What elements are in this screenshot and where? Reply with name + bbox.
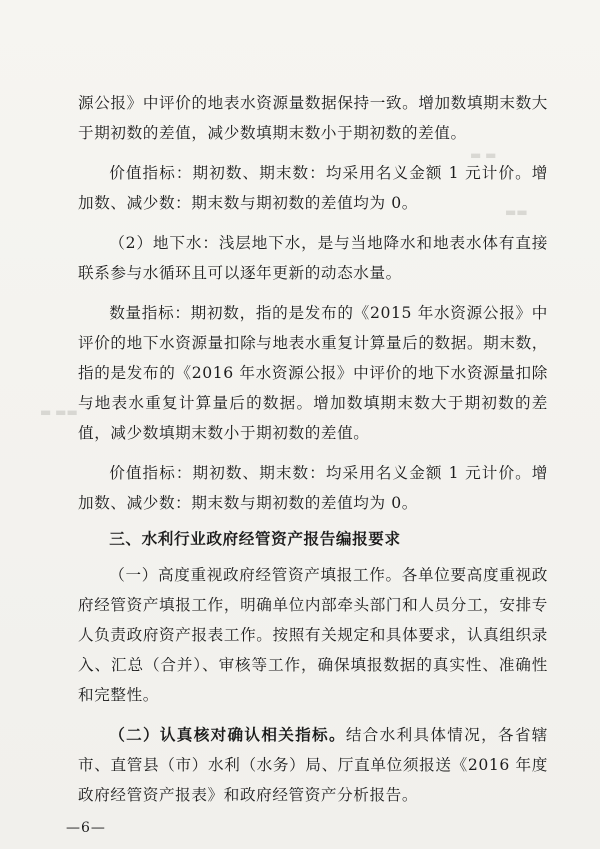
- item-1-text: 高度重视政府经管资产填报工作。各单位要高度重视政府经管资产填报工作，明确单位内部牵头部门和人员分工，安排专人负责政府资产报表工作。按照有关规定和具体要求，认真组织录入、汇总（合并）、审核等工作，确保填报数据的真实性、准确性和完整性。: [78, 566, 548, 704]
- paragraph-groundwater-quantity: 数量指标：期初数，指的是发布的《2015 年水资源公报》中评价的地下水资源量扣除与地表水重复计算量后的数据。期末数，指的是发布的《2016 年水资源公报》中评价的地下水资源量扣除与地表水重复计算量后的数据。增加数填期末数大于期初数的差值，减少数填期末数小于期初数的差值。: [78, 304, 548, 442]
- paragraph-groundwater-definition: （2）地下水：浅层地下水，是与当地降水和地表水体有直接联系参与水循环且可以逐年更新的动态水量。: [78, 234, 548, 282]
- item-2-lead: （二）认真核对确认相关指标。: [109, 726, 346, 744]
- section-heading: 三、水利行业政府经管资产报告编报要求: [109, 530, 401, 548]
- paragraph-item-2: [78, 720, 548, 810]
- paragraph-surface-water-value: 价值指标：期初数、期末数：均采用名义金额 1 元计价。增加数、减少数：期末数与期初数的差值均为 0。: [78, 164, 548, 212]
- bleed-through-mark: ▬ ▬▬: [40, 405, 78, 419]
- item-1-lead: （一）: [109, 566, 158, 584]
- page-body: [78, 88, 548, 820]
- page-number: —6—: [66, 820, 106, 836]
- bleed-through-mark: ▬▬: [505, 205, 528, 219]
- paragraph-item-1: [78, 560, 548, 710]
- paragraph-groundwater-value: 价值指标：期初数、期末数：均采用名义金额 1 元计价。增加数、减少数：期末数与期初数的差值均为 0。: [78, 464, 548, 512]
- bleed-through-mark: ▬ ▬: [470, 148, 497, 162]
- item-2-text: 结合水利具体情况，各省辖市、直管县（市）水利（水务）局、厅直单位须报送《2016 年度政府经管资产报表》和政府经管资产分析报告。: [78, 726, 549, 804]
- paragraph-surface-water-quantity-tail: 源公报》中评价的地表水资源量数据保持一致。增加数填期末数大于期初数的差值，减少数填期末数小于期初数的差值。: [78, 94, 548, 142]
